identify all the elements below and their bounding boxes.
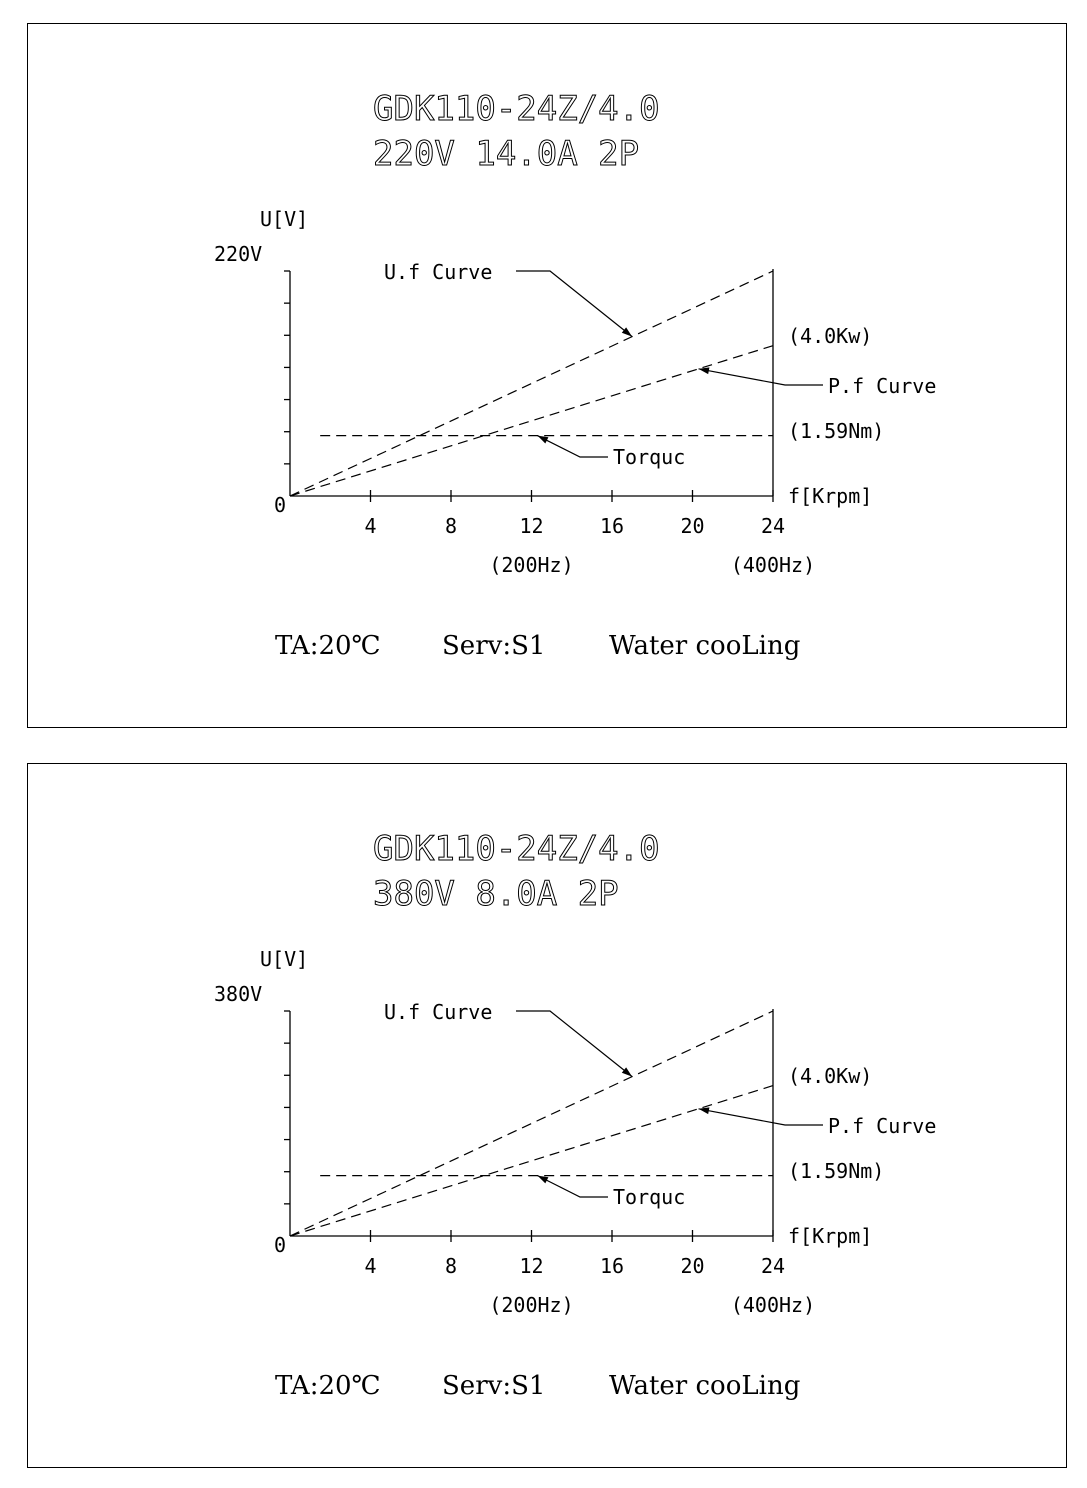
chart-title: GDK110-24Z/4.0 — [373, 829, 660, 869]
pf-end-label: (4.0Kw) — [788, 1064, 873, 1088]
uf-chart-220v — [28, 24, 1068, 729]
freq-label-200hz: (200Hz) — [489, 553, 574, 577]
y-max-label: 220V — [214, 242, 263, 266]
footer-serv: Serv:S1 — [442, 631, 546, 661]
x-tick-label: 20 — [680, 514, 705, 538]
uf-leader — [516, 1011, 632, 1077]
uf-chart-380v — [28, 764, 1068, 1469]
freq-label-200hz: (200Hz) — [489, 1293, 574, 1317]
chart-subtitle: 220V 14.0A 2P — [373, 134, 640, 174]
freq-label-400hz: (400Hz) — [730, 1293, 816, 1317]
chart-title: GDK110-24Z/4.0 — [373, 89, 660, 129]
x-axis-label: f[Krpm] — [788, 484, 873, 508]
uf-curve-label: U.f Curve — [384, 260, 493, 284]
torque-end-label: (1.59Nm) — [788, 419, 885, 443]
x-tick-label: 4 — [364, 1254, 377, 1278]
y-axis-label: U[V] — [260, 207, 309, 231]
torque-label: Torquc — [613, 1185, 686, 1209]
pf-leader-arrow — [699, 367, 710, 374]
y-max-label: 380V — [214, 982, 263, 1006]
pf-leader — [699, 1109, 823, 1125]
chart-panel-220v — [27, 23, 1067, 728]
torque-leader-arrow — [538, 436, 549, 444]
x-tick-label: 12 — [519, 1254, 544, 1278]
torque-label: Torquc — [613, 445, 686, 469]
torque-leader-arrow — [538, 1176, 549, 1184]
footer-ta: TA:20℃ — [275, 631, 381, 661]
uf-curve-label: U.f Curve — [384, 1000, 493, 1024]
uf-leader — [516, 271, 632, 337]
uf-curve-line — [290, 1011, 773, 1236]
y-axis-label: U[V] — [260, 947, 309, 971]
x-axis-label: f[Krpm] — [788, 1224, 873, 1248]
x-tick-label: 12 — [519, 514, 544, 538]
x-tick-label: 24 — [760, 514, 786, 538]
origin-label: 0 — [274, 1233, 287, 1257]
torque-end-label: (1.59Nm) — [788, 1159, 885, 1183]
x-tick-label: 8 — [444, 514, 458, 538]
x-tick-label: 20 — [680, 1254, 705, 1278]
x-tick-label: 24 — [760, 1254, 786, 1278]
pf-curve-label: P.f Curve — [828, 374, 937, 398]
x-tick-label: 8 — [444, 1254, 458, 1278]
footer-cooling: Water cooLing — [609, 1371, 801, 1401]
chart-panel-380v — [27, 763, 1067, 1468]
x-tick-label: 16 — [599, 1254, 625, 1278]
pf-leader — [699, 369, 823, 385]
footer-serv: Serv:S1 — [442, 1371, 546, 1401]
uf-curve-line — [290, 271, 773, 496]
footer-cooling: Water cooLing — [609, 631, 801, 661]
chart-subtitle: 380V 8.0A 2P — [373, 874, 619, 914]
uf-leader-arrow — [622, 327, 632, 336]
footer-ta: TA:20℃ — [275, 1371, 381, 1401]
pf-end-label: (4.0Kw) — [788, 324, 873, 348]
origin-label: 0 — [274, 493, 287, 517]
x-tick-label: 16 — [599, 514, 625, 538]
pf-leader-arrow — [699, 1107, 710, 1114]
pf-curve-label: P.f Curve — [828, 1114, 937, 1138]
freq-label-400hz: (400Hz) — [730, 553, 816, 577]
pf-curve-line — [290, 346, 773, 496]
uf-leader-arrow — [622, 1067, 632, 1076]
pf-curve-line — [290, 1086, 773, 1236]
torque-leader — [538, 1176, 608, 1197]
x-tick-label: 4 — [364, 514, 377, 538]
torque-leader — [538, 436, 608, 457]
